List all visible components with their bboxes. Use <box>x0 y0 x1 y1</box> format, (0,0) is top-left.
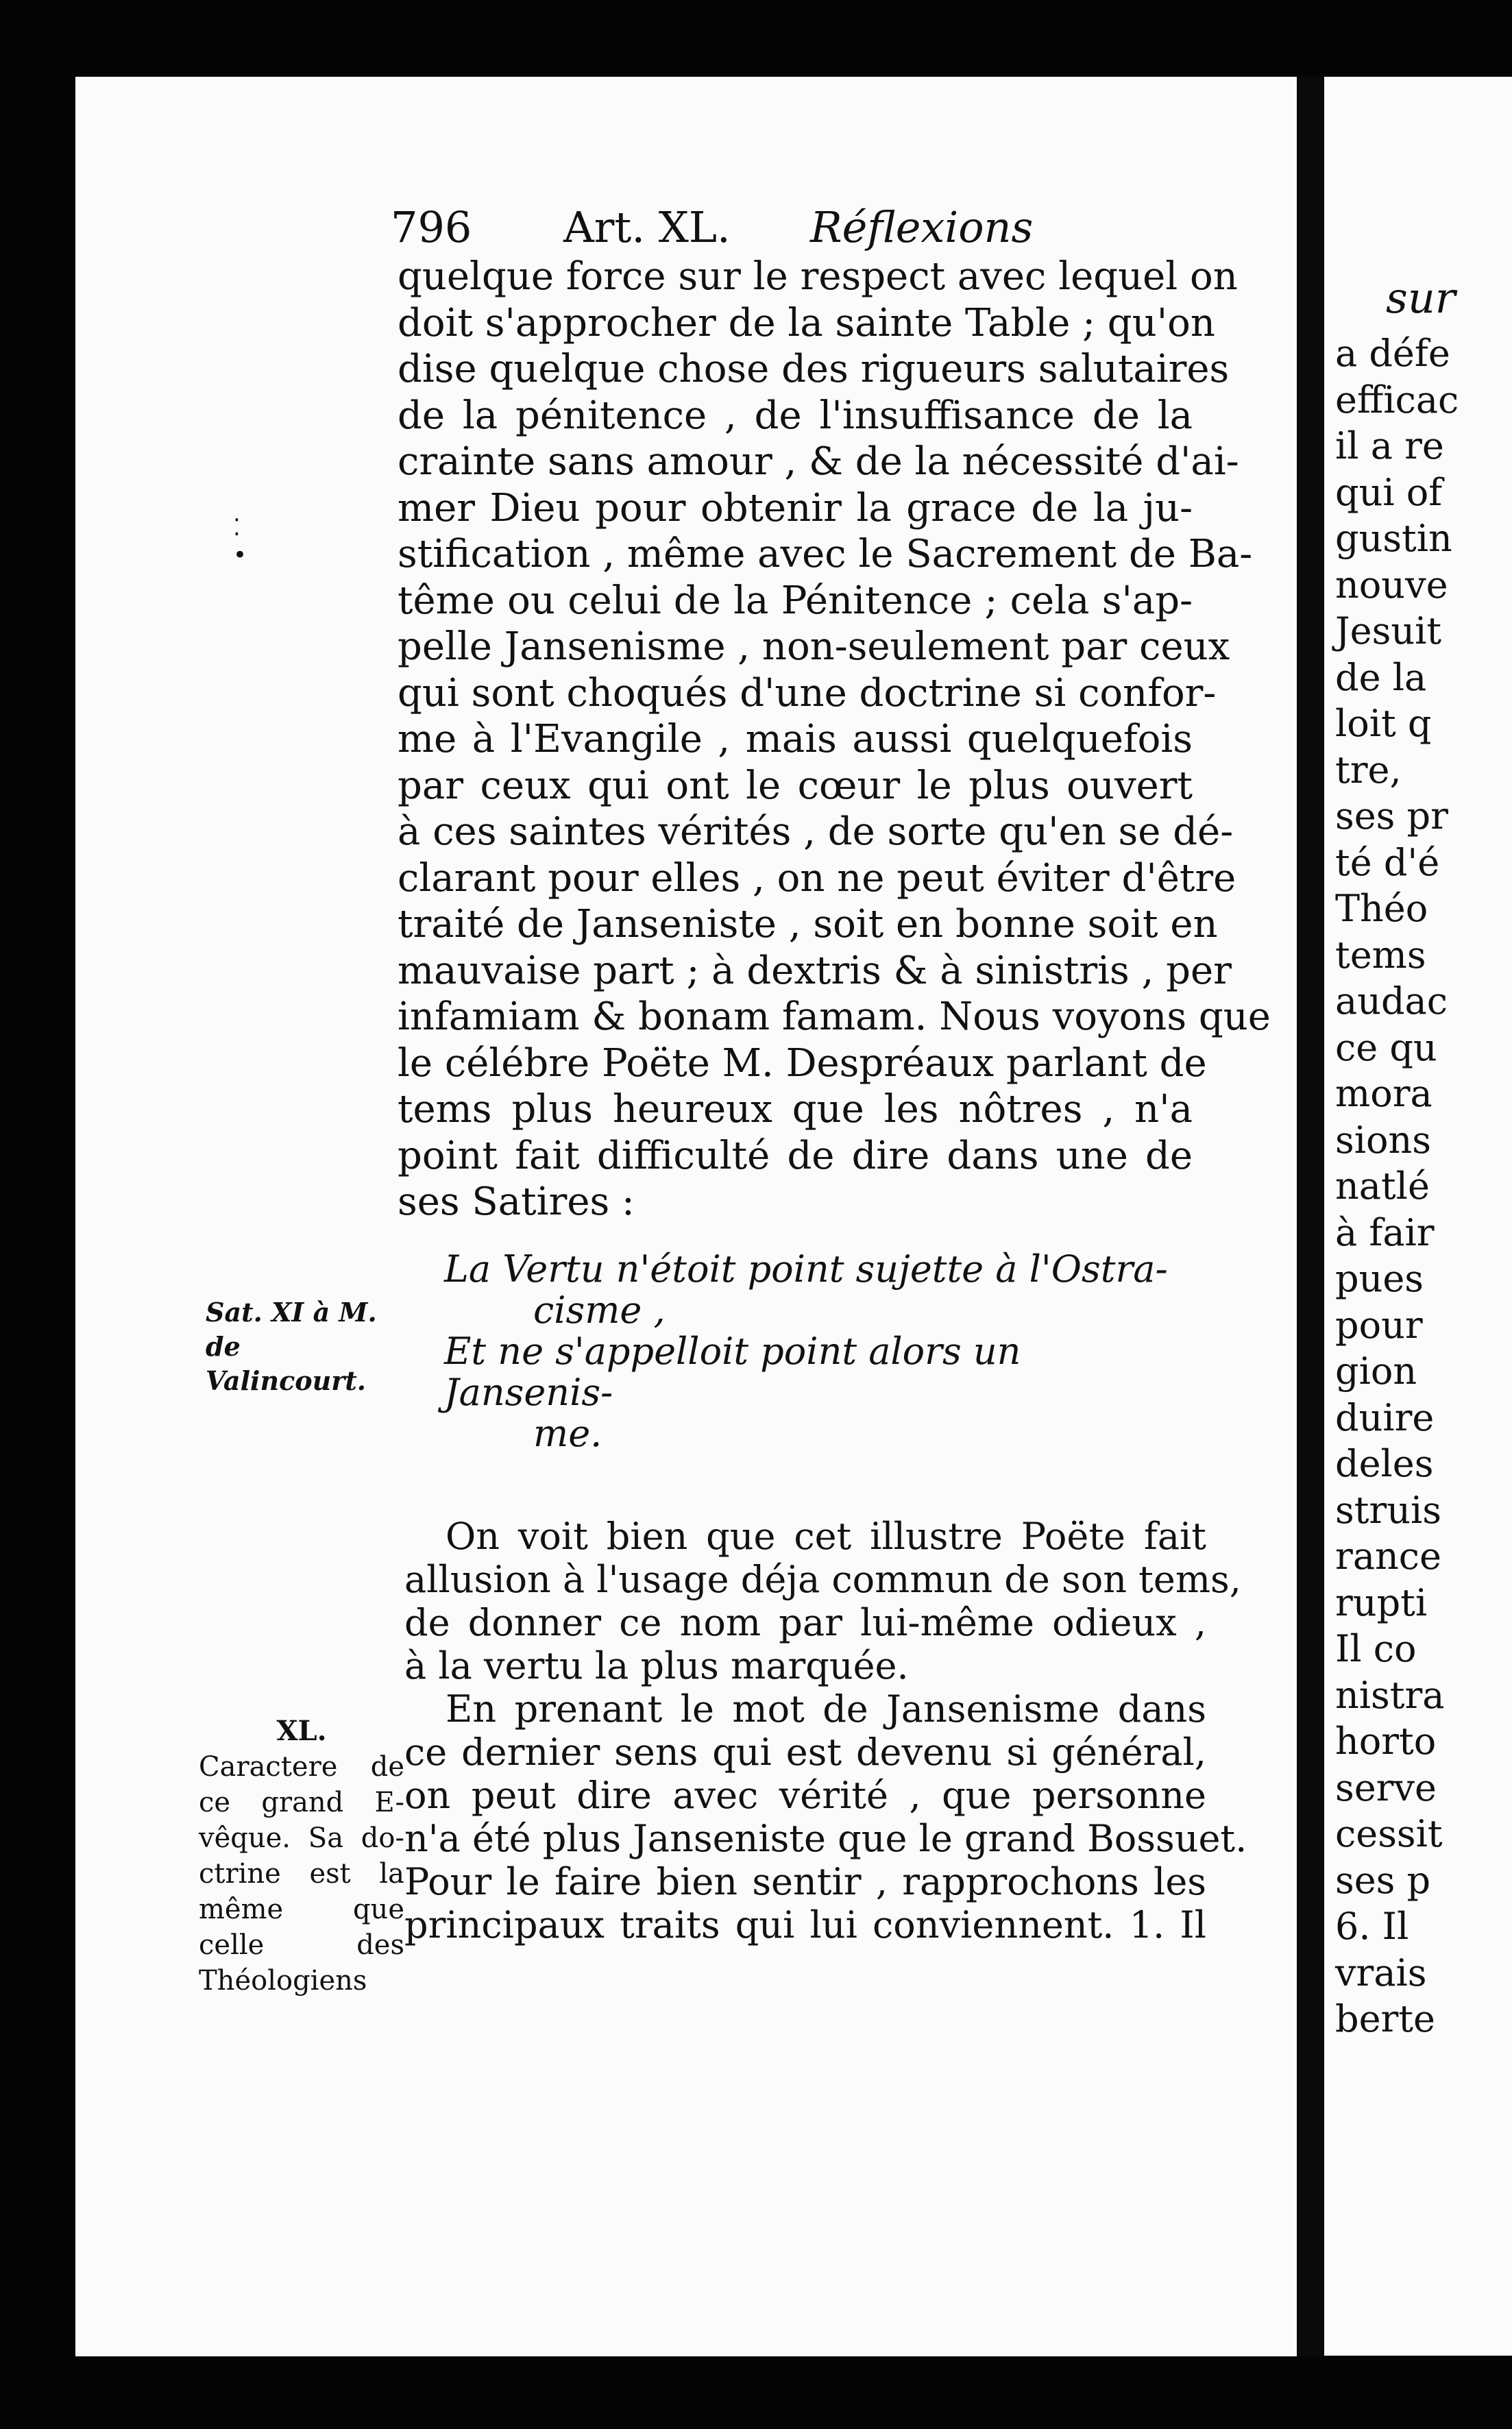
text-line: mer Dieu pour obtenir la grace de la ju- <box>398 485 1193 530</box>
text-line: mauvaise part ; à dextris & à sinistris , per <box>398 948 1232 993</box>
right-page-line: cessit <box>1335 1812 1443 1855</box>
second-text-block <box>404 1515 1247 1946</box>
margin-note-line: Sat. XI à M. <box>206 1297 377 1328</box>
right-page-line: sions <box>1335 1118 1431 1162</box>
text-line: qui sont choqués d'une doctrine si confor- <box>398 670 1217 716</box>
right-page-line: vrais <box>1335 1951 1427 1994</box>
right-page <box>1324 77 1512 2356</box>
right-page-line: mora <box>1335 1072 1432 1115</box>
right-page-line: de la <box>1335 655 1427 699</box>
margin-note-line: ctrine est la <box>199 1858 404 1890</box>
text-line: En prenant le mot de Jansenisme dans <box>446 1687 1206 1731</box>
page-header <box>391 193 1199 262</box>
margin-note-line: même que <box>199 1894 404 1925</box>
margin-note-satire <box>206 1295 404 1398</box>
right-page-line: qui of <box>1335 470 1443 514</box>
right-page-line: audac <box>1335 979 1448 1023</box>
text-line: me à l'Evangile , mais aussi quelquefois <box>398 717 1193 761</box>
right-page-line: gion <box>1335 1350 1417 1393</box>
right-page-line: nouve <box>1335 563 1448 607</box>
right-page-line: berte <box>1335 1997 1435 2040</box>
right-page-line: Il co <box>1335 1627 1417 1670</box>
right-page-line: Jesuit <box>1335 609 1442 652</box>
text-line: pelle Jansenisme , non-seulement par ceux <box>398 624 1230 669</box>
text-line: infamiam & bonam famam. Nous voyons que <box>398 994 1271 1039</box>
right-page-header: sur <box>1386 273 1456 323</box>
right-page-line: 6. Il <box>1335 1905 1409 1948</box>
margin-note-line: ce grand E- <box>199 1787 404 1818</box>
main-text-block <box>398 254 1271 1225</box>
running-title: Réflexions <box>810 202 1034 252</box>
margin-note-line: vêque. Sa do- <box>199 1822 404 1854</box>
text-line: à ces saintes vérités , de sorte qu'en se dé- <box>398 809 1234 854</box>
section-number: XL. <box>276 1715 327 1747</box>
verse-quotation <box>444 1249 1198 1454</box>
right-page-line: tre, <box>1335 748 1402 792</box>
text-line: clarant pour elles , on ne peut éviter d'être <box>398 855 1236 901</box>
right-page-line: rupti <box>1335 1580 1428 1624</box>
margin-note-line: celle des <box>199 1929 404 1961</box>
text-line: point fait difficulté de dire dans une de <box>398 1133 1193 1178</box>
right-page-line: il a re <box>1335 424 1444 467</box>
right-page-line: tems <box>1335 933 1426 977</box>
margin-note-line: Caractere de <box>199 1751 404 1783</box>
text-line: tems plus heureux que les nôtres , n'a <box>398 1087 1193 1132</box>
right-page-line: gustin <box>1335 517 1452 560</box>
right-page-line: serve <box>1335 1766 1437 1809</box>
text-line: de donner ce nom par lui-même odieux , <box>404 1601 1206 1644</box>
gutter-shadow <box>1297 77 1324 2356</box>
right-page-line: à fair <box>1335 1210 1435 1254</box>
text-line: Pour le faire bien sentir , rapprochons les <box>404 1860 1206 1903</box>
right-page-line: nistra <box>1335 1673 1445 1717</box>
text-line: n'a été plus Janseniste que le grand Bossuet. <box>404 1817 1247 1860</box>
right-page-text <box>1324 330 1512 2042</box>
right-page-line: pour <box>1335 1303 1423 1347</box>
text-line: On voit bien que cet illustre Poëte fait <box>446 1515 1206 1558</box>
verse-line: me. <box>533 1412 602 1455</box>
text-line: dise quelque chose des rigueurs salutaires <box>398 347 1230 391</box>
text-line: on peut dire avec vérité , que personne <box>404 1774 1206 1817</box>
verse-line: cisme , <box>533 1289 666 1332</box>
text-line: doit s'approcher de la sainte Table ; qu'on <box>398 300 1215 345</box>
article-label: Art. XL. <box>563 202 731 252</box>
text-line: ce dernier sens qui est devenu si général, <box>404 1731 1206 1774</box>
text-line: le célébre Poëte M. Despréaux parlant de <box>398 1040 1207 1086</box>
right-page-line: rance <box>1335 1535 1441 1578</box>
verse-line: Et ne s'appelloit point alors un Jansenis- <box>444 1330 1021 1414</box>
right-page-line: natlé <box>1335 1164 1430 1208</box>
right-page-line: deles <box>1335 1442 1434 1485</box>
text-line: traité de Janseniste , soit en bonne soit en <box>398 902 1218 947</box>
right-page-line: loit q <box>1335 702 1432 745</box>
right-page-line: ses p <box>1335 1858 1431 1902</box>
verse-line: La Vertu n'étoit point sujette à l'Ostra- <box>444 1247 1168 1291</box>
right-page-line: duire <box>1335 1395 1435 1439</box>
margin-note-line: de Valincourt. <box>206 1331 367 1396</box>
text-line: par ceux qui ont le cœur le plus ouvert <box>398 763 1193 808</box>
right-page-line: pues <box>1335 1257 1424 1300</box>
right-page-line: té d'é <box>1335 840 1440 884</box>
text-line: crainte sans amour , & de la nécessité d'ai- <box>398 439 1239 484</box>
right-page-line: efficac <box>1335 378 1459 422</box>
text-line: tême ou celui de la Pénitence ; cela s'ap- <box>398 578 1193 623</box>
right-page-line: ses pr <box>1335 794 1448 838</box>
page-number: 796 <box>391 202 472 252</box>
right-page-line: horto <box>1335 1720 1437 1763</box>
text-line: de la pénitence , de l'insuffisance de la <box>398 393 1193 438</box>
right-page-line: a défe <box>1335 332 1450 375</box>
margin-note-line: Théologiens <box>199 1965 367 1997</box>
text-line: ses Satires : <box>398 1180 635 1224</box>
margin-ink-specks: ⁚ • <box>233 514 247 569</box>
text-line: à la vertu la plus marquée. <box>404 1644 909 1687</box>
margin-note-section <box>199 1713 404 1999</box>
right-page-line: struis <box>1335 1488 1441 1532</box>
text-line: principaux traits qui lui conviennent. 1. Il <box>404 1903 1206 1946</box>
text-line: stification , même avec le Sacrement de Ba- <box>398 532 1253 576</box>
right-page-line: ce qu <box>1335 1025 1437 1069</box>
right-page-line: Théo <box>1335 887 1428 930</box>
text-line: quelque force sur le respect avec lequel on <box>398 254 1238 299</box>
text-line: allusion à l'usage déja commun de son tems, <box>404 1558 1241 1601</box>
